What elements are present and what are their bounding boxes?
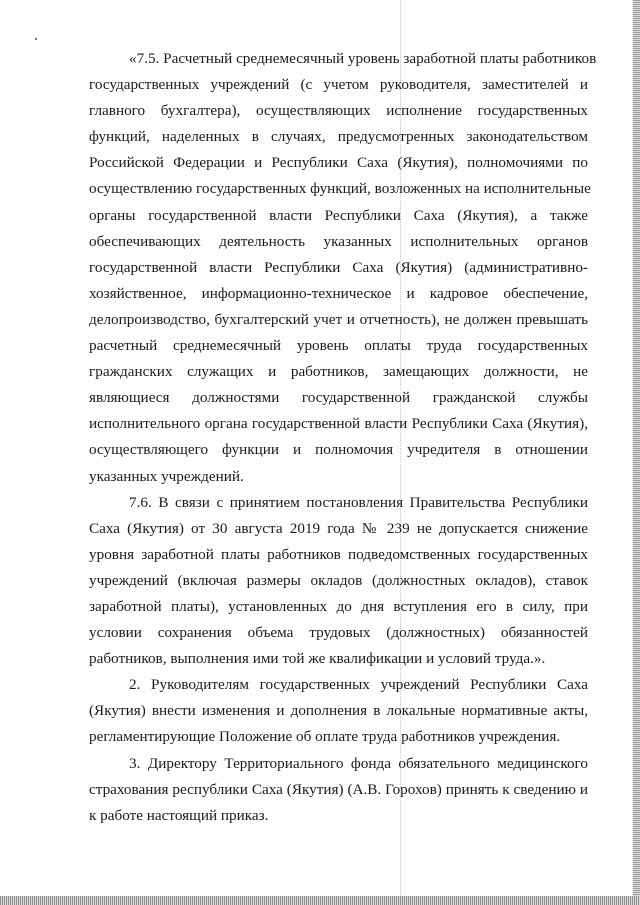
text-line: государственных учреждений (с учетом руководителя, заместителей и xyxy=(89,76,588,94)
text-line: регламентирующие Положение об оплате труда работников учреждения. xyxy=(89,728,561,746)
document-body xyxy=(89,46,597,829)
scan-edge-bottom xyxy=(0,896,640,905)
scan-edge-right xyxy=(633,0,640,905)
text-line: делопроизводство, бухгалтерский учет и отчетность), не должен превышать xyxy=(89,310,588,328)
text-line: Российской Федерации и Республики Саха (Якутия), полномочиями по xyxy=(89,154,588,172)
text-line: являющиеся должностями государственной гражданской службы xyxy=(89,389,588,407)
text-line: 7.6. В связи с принятием постановления Правительства Республики xyxy=(129,493,588,511)
text-line: уровня заработной платы работников подведомственных государственных xyxy=(89,545,588,563)
text-line: работников, выполнения ими той же квалификации и условий труда.». xyxy=(89,650,546,668)
paragraph-7-5 xyxy=(89,46,597,490)
text-line: страхования республики Саха (Якутия) (А.В. Горохов) принять к сведению и xyxy=(89,780,588,798)
text-line: Саха (Якутия) от 30 августа 2019 года № 239 не допускается снижение xyxy=(89,519,588,537)
paragraph-2 xyxy=(89,672,588,750)
text-line: «7.5. Расчетный среднемесячный уровень заработной платы работников xyxy=(129,50,597,67)
text-line: (Якутия) внести изменения и дополнения в локальные нормативные акты, xyxy=(89,702,588,720)
paragraph-7-6 xyxy=(89,490,588,673)
text-line: органы государственной власти Республики Саха (Якутия), а также xyxy=(89,206,588,224)
text-line: указанных учреждений. xyxy=(89,467,244,485)
text-line: функций, наделенных в случаях, предусмотренных законодательством xyxy=(89,128,588,146)
text-line: условии сохранения объема трудовых (должностных) обязанностей xyxy=(89,624,588,642)
text-line: к работе настоящий приказ. xyxy=(89,806,269,824)
text-line: главного бухгалтера), осуществляющих исполнение государственных xyxy=(89,102,588,120)
text-line: учреждений (включая размеры окладов (должностных окладов), ставок xyxy=(89,571,588,589)
paragraph-3 xyxy=(89,751,588,829)
text-line: исполнительного органа государственной власти Республики Саха (Якутия), xyxy=(89,415,588,433)
text-line: гражданских служащих и работников, замещающих должности, не xyxy=(89,363,588,381)
text-line: хозяйственное, информационно-техническое и кадровое обеспечение, xyxy=(89,284,588,302)
text-line: государственной власти Республики Саха (Якутия) (административно- xyxy=(89,258,588,276)
text-line: заработной платы), установленных до дня вступления его в силу, при xyxy=(89,597,588,615)
text-line: расчетный среднемесячный уровень оплаты труда государственных xyxy=(89,337,588,355)
text-line: 2. Руководителям государственных учреждений Республики Саха xyxy=(129,676,588,694)
text-line: осуществлению государственных функций, возложенных на исполнительные xyxy=(89,180,591,198)
text-line: 3. Директору Территориального фонда обязательного медицинского xyxy=(129,754,588,772)
text-line: осуществляющего функции и полномочия учредителя в отношении xyxy=(89,441,588,459)
text-line: обеспечивающих деятельность указанных исполнительных органов xyxy=(89,232,588,250)
scan-speck xyxy=(35,38,37,40)
